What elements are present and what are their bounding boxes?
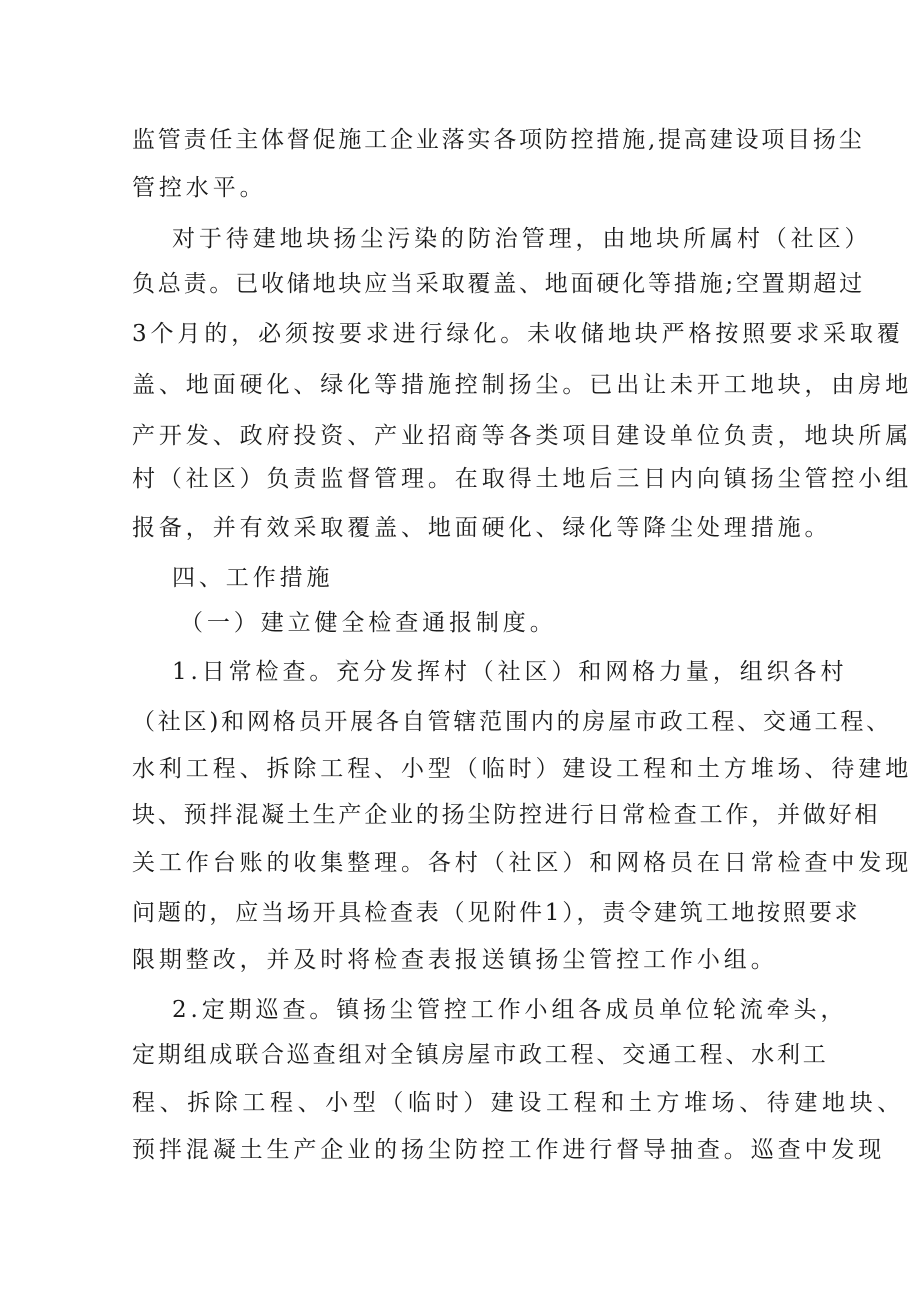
- section-heading: 四、工作措施: [172, 565, 334, 591]
- text-line: 定期组成联合巡查组对全镇房屋市政工程、交通工程、水利工: [132, 1042, 829, 1068]
- text-line: 关工作台账的收集整理。各村（社区）和网格员在日常检查中发现: [132, 850, 913, 876]
- subsection-heading: （一）建立健全检查通报制度。: [180, 610, 557, 636]
- text-line: 2.定期巡查。镇扬尘管控工作小组各成员单位轮流牵头，: [172, 997, 848, 1023]
- text-line: 块、预拌混凝土生产企业的扬尘防控进行日常检查工作，并做好相: [132, 802, 881, 828]
- text-line: 预拌混凝土生产企业的扬尘防控工作进行督导抽查。巡查中发现: [132, 1137, 886, 1163]
- text-line: 管控水平。: [132, 175, 267, 201]
- text-line: 对于待建地块扬尘污染的防治管理，由地块所属村（社区）: [172, 226, 872, 252]
- text-line: 程、拆除工程、小型（临时）建设工程和土方堆场、待建地块、: [132, 1090, 905, 1116]
- text-line: 3个月的，必须按要求进行绿化。未收储地块严格按照要求采取覆: [132, 321, 904, 347]
- text-line: 监管责任主体督促施工企业落实各项防控措施,提高建设项目扬尘: [132, 127, 865, 153]
- text-line: 1.日常检查。充分发挥村（社区）和网格力量，组织各村: [172, 659, 848, 685]
- text-line: 水利工程、拆除工程、小型（临时）建设工程和土方堆场、待建地: [132, 756, 913, 782]
- text-line: 报备，并有效采取覆盖、地面硬化、绿化等降尘处理措施。: [132, 515, 832, 541]
- text-line: 村（社区）负责监督管理。在取得土地后三日内向镇扬尘管控小组: [132, 466, 913, 492]
- text-line: 问题的，应当场开具检查表（见附件1），责令建筑工地按照要求: [132, 900, 861, 926]
- text-line: 限期整改，并及时将检查表报送镇扬尘管控工作小组。: [132, 947, 778, 973]
- text-line: （社区)和网格员开展各自管辖范围内的房屋市政工程、交通工程、: [132, 709, 892, 735]
- text-line: 产开发、政府投资、产业招商等各类项目建设单位负责，地块所属: [132, 423, 913, 449]
- text-line: 负总责。已收储地块应当采取覆盖、地面硬化等措施;空置期超过: [132, 271, 865, 297]
- text-line: 盖、地面硬化、绿化等措施控制扬尘。已出让未开工地块，由房地: [132, 372, 913, 398]
